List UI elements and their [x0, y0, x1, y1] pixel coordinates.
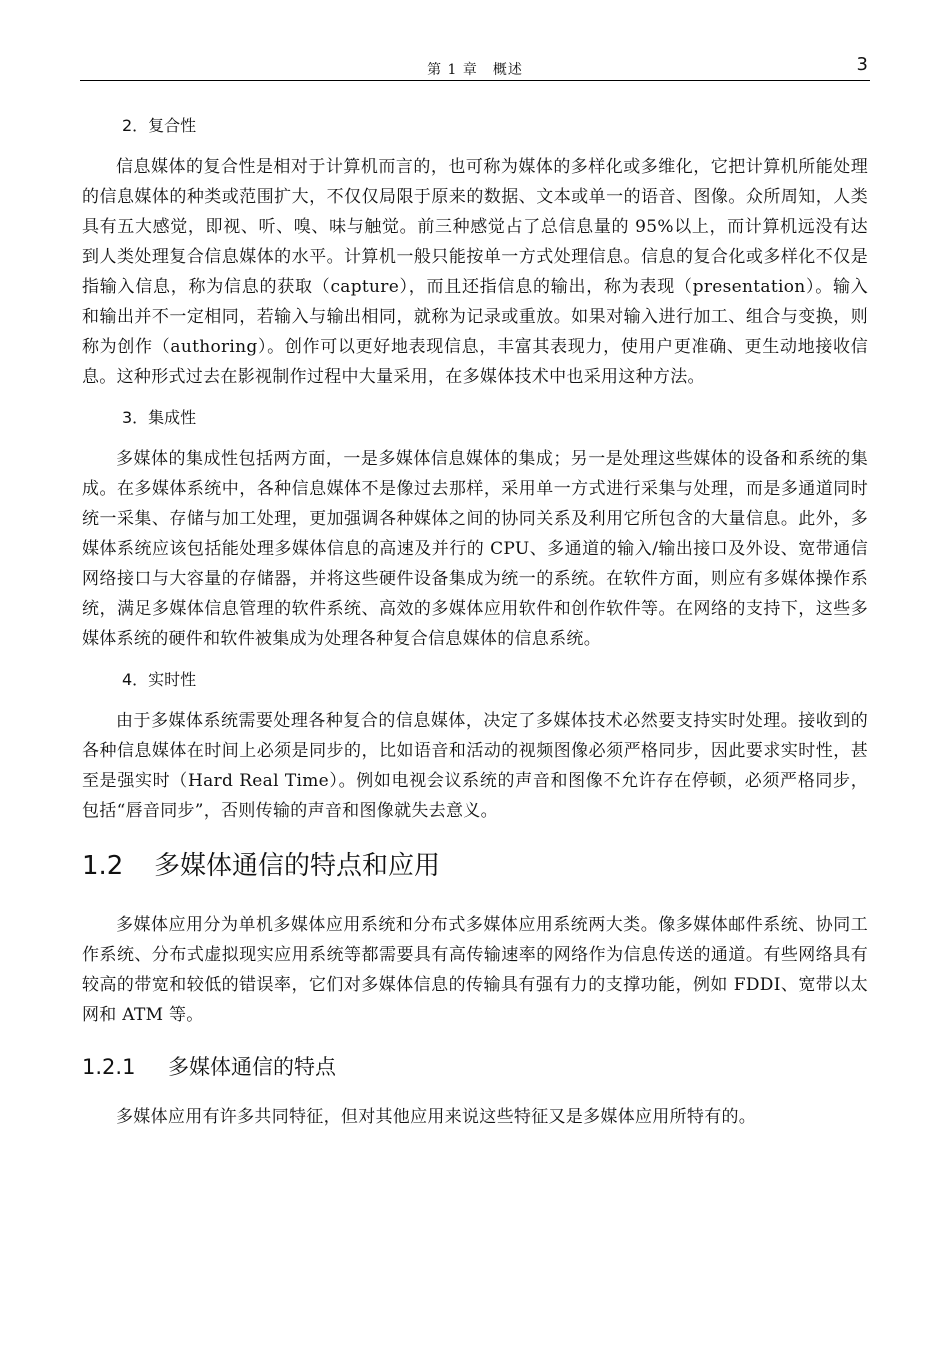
page-body — [82, 100, 868, 1136]
subheading-composite: 2．复合性 — [122, 116, 197, 135]
paragraph-section-1-2: 多媒体应用分为单机多媒体应用系统和分布式多媒体应用系统两大类。像多媒体邮件系统、协同工作系统、分布式虚拟现实应用系统等都需要具有高传输速率的网络作为信息传送的通道。有些网络具有较高的带宽和较低的错误率，它们对多媒体信息的传输具有强有力的支撑功能，例如 FDDI、宽带以太网和 ATM 等。 — [82, 915, 868, 1025]
paragraph-section-1-2-1: 多媒体应用有许多共同特征，但对其他应用来说这些特征又是多媒体应用所特有的。 — [116, 1107, 757, 1127]
subheading-realtime: 4．实时性 — [122, 670, 197, 689]
section-title: 多媒体通信的特点和应用 — [154, 851, 441, 881]
section-number: 1.2 — [82, 851, 124, 881]
paragraph-composite: 信息媒体的复合性是相对于计算机而言的，也可称为媒体的多样化或多维化，它把计算机所能处理的信息媒体的种类或范围扩大，不仅仅局限于原来的数据、文本或单一的语音、图像。众所周知，人类具有五大感觉，即视、听、嗅、味与触觉。前三种感觉占了总信息量的 95%以上，而计算机远没有达到人类处理复合信息媒体的水平。计算机一般只能按单一方式处理信息。信息的复合化或多样化不仅是指输入信息，称为信息的获取（capture），而且还指信息的输出，称为表现（presentation）。输入和输出并不一定相同，若输入与输出相同，就称为记录或重放。如果对输入进行加工、组合与变换，则称为创作（authoring）。创作可以更好地表现信息，丰富其表现力，使用户更准确、更生动地接收信息。这种形式过去在影视制作过程中大量采用，在多媒体技术中也采用这种方法。 — [82, 157, 868, 387]
page-number: 3 — [856, 54, 868, 75]
page-header — [80, 56, 870, 81]
subsection-heading-1-2-1 — [82, 1052, 868, 1082]
subsection-title: 多媒体通信的特点 — [168, 1055, 336, 1079]
chapter-title: 第 1 章 概述 — [427, 62, 523, 78]
subheading-integration: 3．集成性 — [122, 408, 197, 427]
paragraph-realtime: 由于多媒体系统需要处理各种复合的信息媒体，决定了多媒体技术必然要支持实时处理。接收到的各种信息媒体在时间上必须是同步的，比如语音和活动的视频图像必须严格同步，因此要求实时性，甚至是强实时（Hard Real Time）。例如电视会议系统的声音和图像不允许存在停顿，必须严格同步，包括“唇音同步”，否则传输的声音和图像就失去意义。 — [82, 711, 868, 821]
section-heading-1-2 — [82, 846, 868, 886]
paragraph-integration: 多媒体的集成性包括两方面，一是多媒体信息媒体的集成；另一是处理这些媒体的设备和系统的集成。在多媒体系统中，各种信息媒体不是像过去那样，采用单一方式进行采集与处理，而是多通道同时统一采集、存储与加工处理，更加强调各种媒体之间的协同关系及利用它所包含的大量信息。此外，多媒体系统应该包括能处理多媒体信息的高速及并行的 CPU、多通道的输入/输出接口及外设、宽带通信网络接口与大容量的存储器，并将这些硬件设备集成为统一的系统。在软件方面，则应有多媒体操作系统，满足多媒体信息管理的软件系统、高效的多媒体应用软件和创作软件等。在网络的支持下，这些多媒体系统的硬件和软件被集成为处理各种复合信息媒体的信息系统。 — [82, 449, 868, 649]
subsection-number: 1.2.1 — [82, 1055, 136, 1079]
